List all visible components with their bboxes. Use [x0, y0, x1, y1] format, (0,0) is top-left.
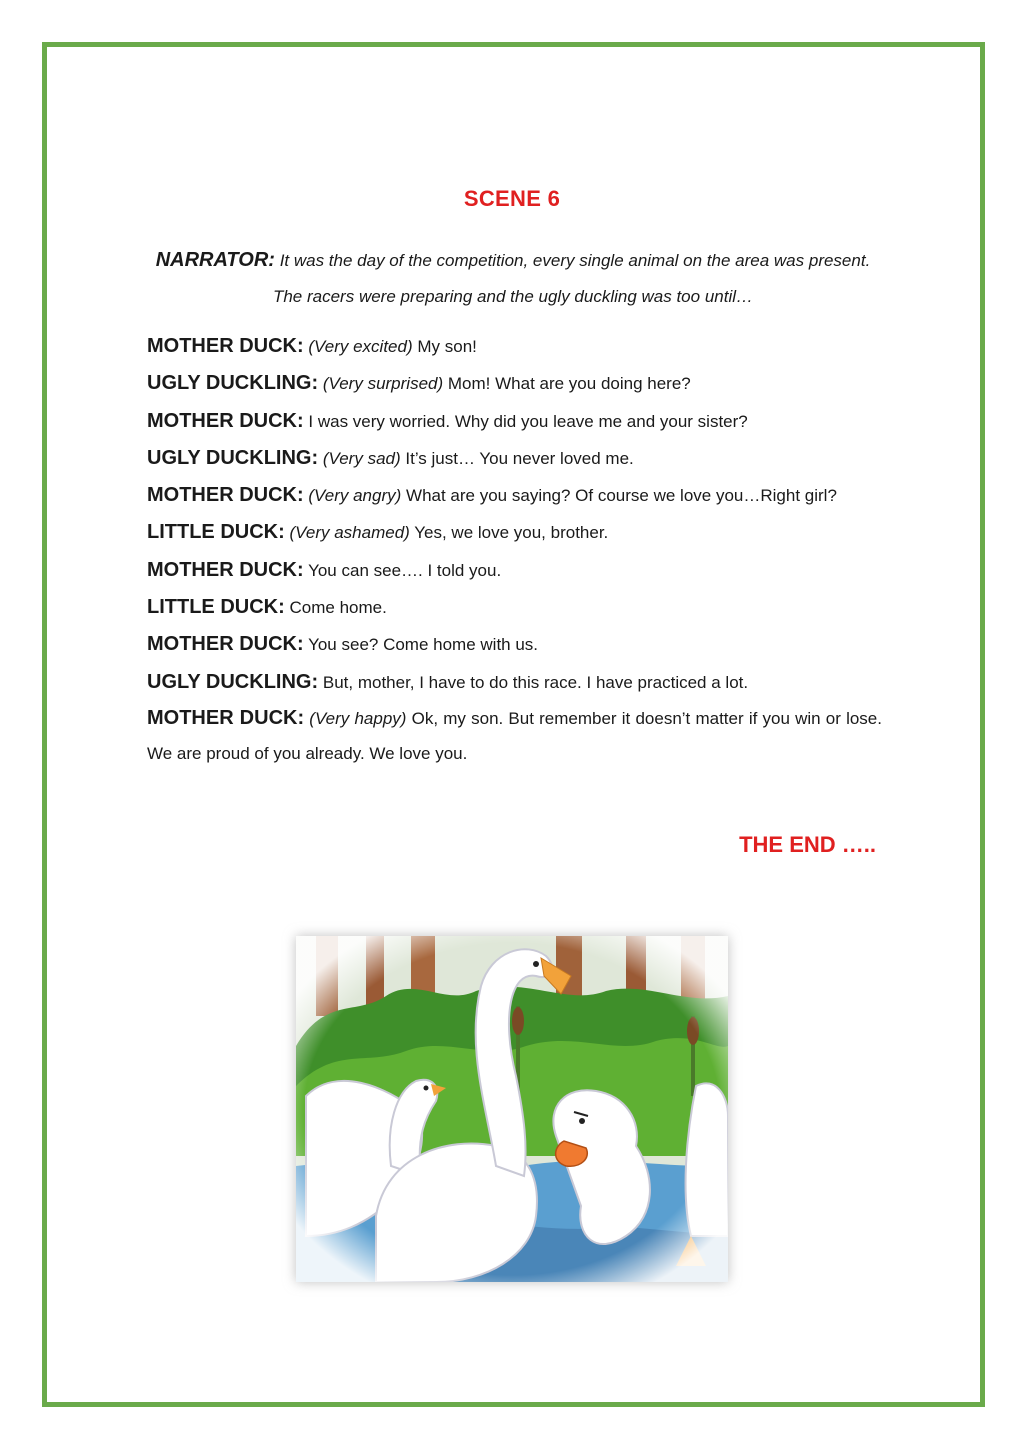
- dialogue-line: [147, 552, 882, 589]
- line-text: I was very worried. Why did you leave me and your sister?: [308, 411, 748, 431]
- the-end-label: THE END …..: [739, 832, 876, 857]
- speaker: MOTHER DUCK:: [147, 706, 305, 729]
- dialogue-line: [147, 514, 882, 551]
- scene-title: SCENE 6: [463, 186, 561, 211]
- speaker: UGLY DUCKLING:: [147, 670, 319, 693]
- speaker: MOTHER DUCK:: [147, 484, 304, 507]
- dialogue-line: [147, 440, 882, 477]
- stage-direction: (Very angry): [308, 486, 402, 506]
- stage-direction: (Very sad): [322, 448, 401, 468]
- speaker: MOTHER DUCK:: [147, 633, 304, 656]
- dialogue-line: [147, 701, 882, 771]
- narration: [148, 242, 878, 315]
- stage-direction: (Very ashamed): [289, 523, 410, 543]
- speaker: LITTLE DUCK:: [147, 521, 285, 544]
- speaker: MOTHER DUCK:: [147, 409, 304, 432]
- speaker: MOTHER DUCK:: [147, 558, 304, 581]
- narration-text: It was the day of the competition, every single animal on the area was present. The racers were preparing and the ugly duckling was too until…: [272, 251, 871, 306]
- dialogue-line: [147, 365, 882, 402]
- speaker: UGLY DUCKLING:: [147, 446, 319, 469]
- dialogue-line: [147, 589, 882, 626]
- dialogue-line: [147, 328, 882, 365]
- speaker: UGLY DUCKLING:: [147, 372, 319, 395]
- dialogue-line: [147, 477, 882, 514]
- stage-direction: (Very surprised): [322, 374, 444, 394]
- line-text: Mom! What are you doing here?: [447, 374, 691, 394]
- dialogue-line: [147, 664, 882, 701]
- stage-direction: (Very excited): [308, 337, 413, 356]
- line-text: It’s just… You never loved me.: [405, 448, 634, 468]
- swans-illustration-svg: [296, 936, 728, 1282]
- line-text: You can see…. I told you.: [308, 560, 502, 580]
- stage-direction: (Very happy): [309, 708, 407, 728]
- line-text: Come home.: [289, 598, 387, 618]
- dialogue-line: [147, 403, 882, 440]
- swans-illustration: [296, 936, 728, 1282]
- line-text: My son!: [417, 337, 477, 356]
- narrator-label: NARRATOR:: [155, 249, 275, 271]
- line-text: You see? Come home with us.: [308, 635, 539, 655]
- line-text: But, mother, I have to do this race. I have practiced a lot.: [322, 672, 749, 692]
- line-text: Ok, my son. But remember it doesn’t matter if you win or lose. We are proud of you already. We love you.: [147, 708, 882, 763]
- speaker: LITTLE DUCK:: [147, 596, 285, 619]
- line-text: Yes, we love you, brother.: [414, 523, 609, 543]
- dialogue: [147, 328, 882, 771]
- dialogue-line: [147, 626, 882, 663]
- line-text: What are you saying? Of course we love you…Right girl?: [406, 486, 837, 506]
- speaker: MOTHER DUCK:: [147, 335, 304, 357]
